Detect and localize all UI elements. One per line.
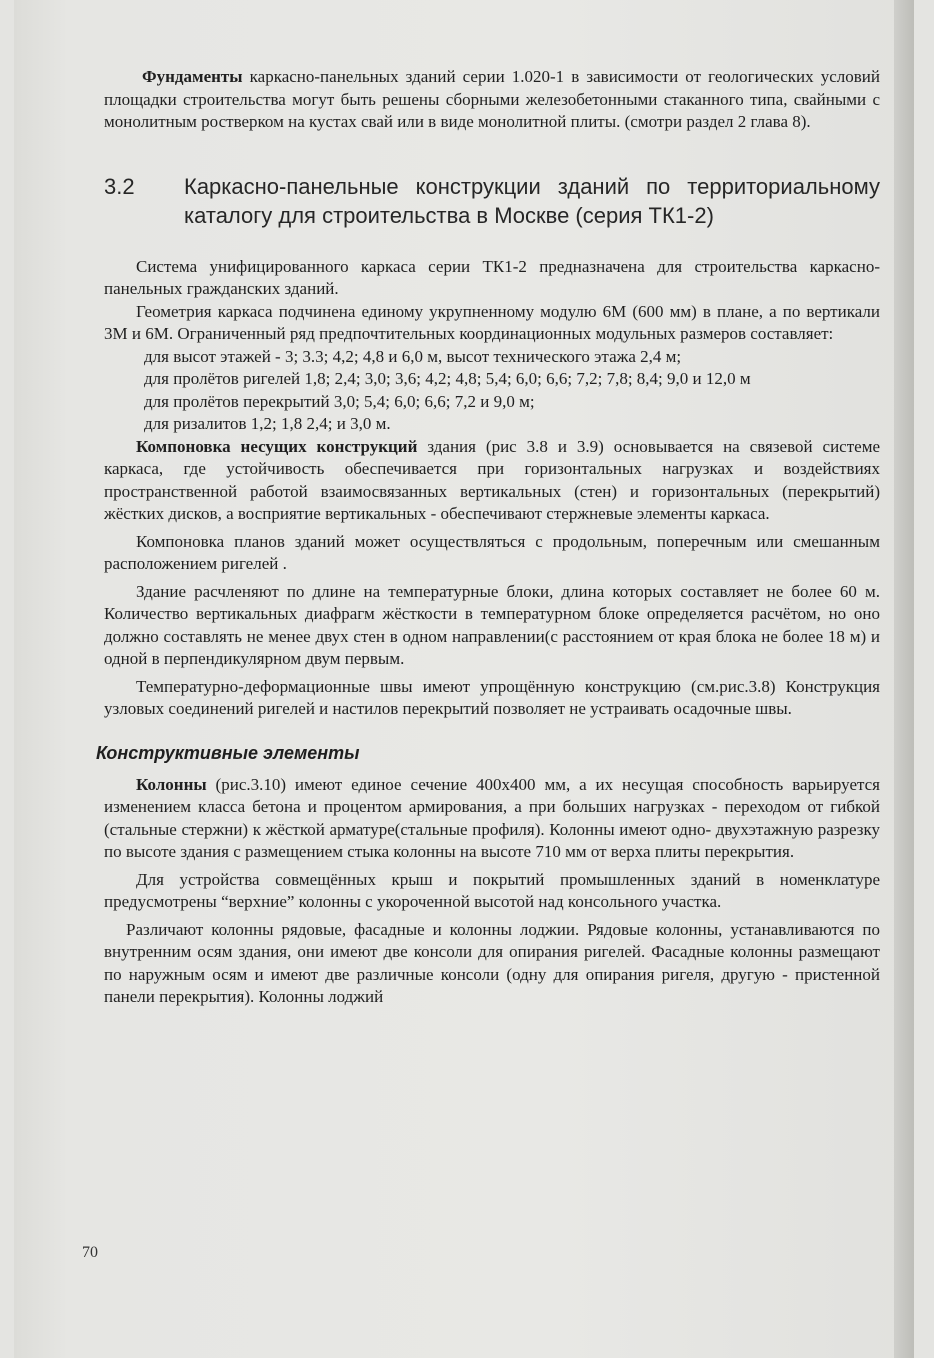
paragraph-column-types: Различают колонны рядовые, фасадные и колонны лоджии. Рядовые колонны, устанавливаются по внутренним осям здания, они имеют две консоли для опирания ригелей. Фасадные колонны размещают по наружным осям и имеют две различные консоли (одну для опирания ригеля, другую - пристенной панели перекрытия). Колонны лоджий — [104, 919, 880, 1006]
list-item: для ризалитов 1,2; 1,8 2,4; и 3,0 м. — [144, 414, 391, 433]
term-layout: Компоновка несущих конструкций — [136, 436, 418, 456]
list-item: для пролётов ригелей 1,8; 2,4; 3,0; 3,6; 4,2; 4,8; 5,4; 6,0; 6,6; 7,2; 7,8; 8,4; 9,0 и 12,0 м — [144, 369, 751, 388]
term-columns: Колонны — [136, 774, 207, 794]
paragraph-layout — [104, 436, 880, 526]
subheading: Конструктивные элементы — [96, 742, 360, 763]
book-page — [14, 0, 914, 1358]
list-item: для пролётов перекрытий 3,0; 5,4; 6,0; 6,6; 7,2 и 9,0 м; — [144, 391, 535, 411]
paragraph-text: здания (рис 3.8 и 3.9) основывается на связевой системе каркаса, где устойчивость обеспечивается при горизонтальных нагрузках и воздействиях пространственной работой взаимосвязанных вертикальных (стен) и горизонтальных (перекрытий) жёстких дисков, а восприятие вертикальных - обеспечивают стержневые элементы каркаса. — [104, 436, 880, 523]
paragraph-columns — [104, 774, 880, 864]
page-content — [96, 66, 880, 1009]
paragraph-plans: Компоновка планов зданий может осуществляться с продольным, поперечным или смешанным расположением ригелей . — [104, 531, 880, 573]
paragraph-text: (рис.3.10) имеют единое сечение 400х400 мм, а их несущая способность варьируется изменением класса бетона и процентом армирования, а при больших нагрузках - переходом от гибкой (стальные стержни) к жёсткой арматуре(стальные профиля). Колонны имеют одно- двухэтажную разрезку по высоте здания с размещением стыка колонны на высоте 710 мм от верха плиты перекрытия. — [104, 774, 880, 861]
term-foundations: Фундаменты — [142, 67, 243, 86]
paragraph-top-columns: Для устройства совмещённых крыш и покрытий промышленных зданий в номенклатуре предусмотрены “верхние” колонны с укороченной высотой над консольного участка. — [104, 869, 880, 911]
page-number: 70 — [82, 1244, 98, 1261]
section-title: Каркасно-панельные конструкции зданий по территориальному каталогу для строительства в Москве (серия ТК1-2) — [184, 173, 880, 228]
paragraph-foundations — [104, 66, 880, 134]
paragraph-joints: Температурно-деформационные швы имеют упрощённую конструкцию (см.рис.3.8) Конструкция узловых соединений ригелей и настилов перекрытий позволяет не устраивать осадочные швы. — [104, 676, 880, 718]
section-number: 3.2 — [104, 173, 135, 199]
section-heading — [104, 172, 880, 230]
page-edge — [894, 0, 914, 1358]
paragraph-geometry: Геометрия каркаса подчинена единому укрупненному модулю 6М (600 мм) в плане, а по вертикали 3М и 6М. Ограниченный ряд предпочтительных координационных модульных размеров составляет: — [104, 301, 880, 343]
list-item: для высот этажей - 3; 3.3; 4,2; 4,8 и 6,0 м, высот технического этажа 2,4 м; — [144, 346, 682, 366]
paragraph-text: каркасно-панельных зданий серии 1.020-1 в зависимости от геологических условий площадки строительства могут быть решены сборными железобетонными стаканного типа, свайными с монолитным ростверком на кустах свай или в виде монолитной плиты. (смотри раздел 2 глава 8). — [104, 67, 880, 131]
paragraph-system: Система унифицированного каркаса серии ТК1-2 предназначена для строительства каркасно-панельных гражданских зданий. — [104, 256, 880, 298]
paragraph-blocks: Здание расчленяют по длине на температурные блоки, длина которых составляет не более 60 м. Количество вертикальных диафрагм жёсткости в температурном блоке определяется расчётом, но оно должно составлять не менее двух стен в одном направлении(с расстоянием от края блока не более 18 м) и одной в перпендикулярном двум первым. — [104, 581, 880, 668]
